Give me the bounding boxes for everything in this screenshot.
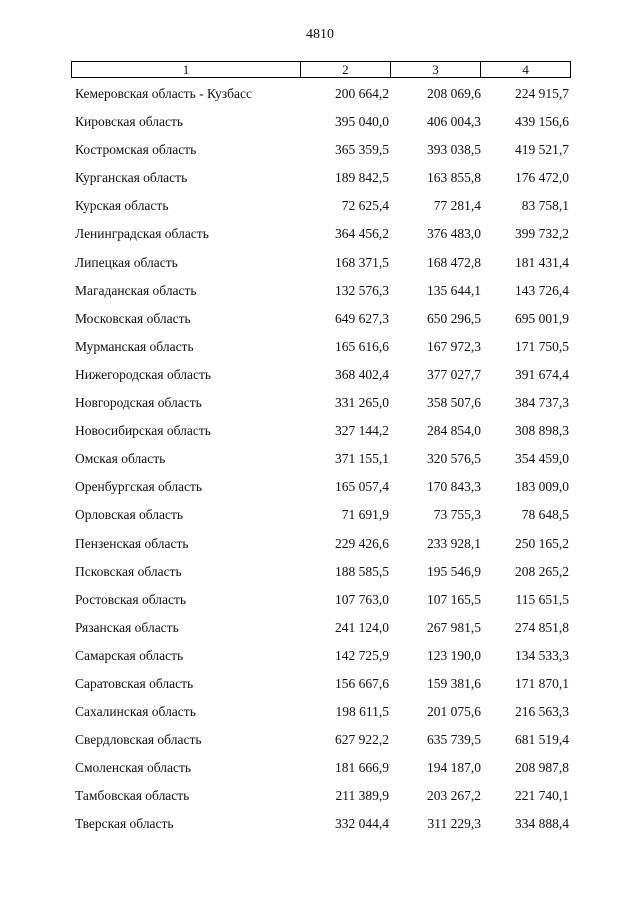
table-row (0, 589, 640, 617)
table-row (0, 561, 640, 589)
table-row (0, 420, 640, 448)
value-column-2: 71 691,9 (341, 507, 389, 523)
region-name: Тверская область (75, 816, 174, 832)
column-header-2: 2 (301, 62, 391, 77)
value-column-3: 650 296,5 (427, 310, 481, 326)
value-column-4: 250 165,2 (515, 535, 569, 551)
value-column-2: 332 044,4 (335, 816, 389, 832)
value-column-4: 78 648,5 (521, 507, 569, 523)
region-name: Магаданская область (75, 282, 197, 298)
value-column-4: 115 651,5 (515, 591, 569, 607)
value-column-4: 224 915,7 (515, 86, 569, 101)
region-name: Псковская область (75, 563, 182, 579)
table-row (0, 476, 640, 504)
value-column-2: 327 144,2 (335, 423, 389, 439)
value-column-4: 384 737,3 (515, 395, 569, 411)
column-header-4: 4 (522, 62, 529, 77)
value-column-4: 681 519,4 (515, 732, 569, 748)
value-column-2: 181 666,9 (335, 760, 389, 776)
value-column-4: 419 521,7 (515, 142, 569, 158)
value-column-3: 203 267,2 (427, 788, 481, 804)
column-header-3: 3 (391, 62, 482, 77)
table-row (0, 533, 640, 561)
value-column-3: 73 755,3 (433, 507, 481, 523)
value-column-2: 142 725,9 (335, 647, 389, 663)
value-column-3: 233 928,1 (427, 535, 481, 551)
value-column-4: 208 987,8 (515, 760, 569, 776)
value-column-2: 395 040,0 (335, 114, 389, 130)
region-name: Саратовская область (75, 675, 194, 691)
value-column-3: 163 855,8 (427, 170, 481, 186)
value-column-4: 183 009,0 (515, 479, 569, 495)
value-column-4: 143 726,4 (515, 282, 569, 298)
region-name: Мурманская область (75, 338, 194, 354)
region-name: Ростовская область (75, 591, 186, 607)
value-column-2: 107 763,0 (335, 591, 389, 607)
region-name: Рязанская область (75, 619, 179, 635)
value-column-4: 171 750,5 (515, 338, 569, 354)
region-name: Свердловская область (75, 732, 202, 748)
page-number: 4810 (306, 27, 334, 42)
value-column-2: 365 359,5 (335, 142, 389, 158)
value-column-3: 159 381,6 (427, 675, 481, 691)
value-column-3: 358 507,6 (427, 395, 481, 411)
value-column-4: 171 870,1 (515, 675, 569, 691)
value-column-4: 181 431,4 (515, 254, 569, 270)
region-name: Пензенская область (75, 535, 189, 551)
table-body (0, 83, 640, 842)
region-name: Оренбургская область (75, 479, 203, 495)
table-row (0, 785, 640, 813)
value-column-3: 77 281,4 (433, 198, 481, 214)
table-row (0, 701, 640, 729)
value-column-3: 107 165,5 (427, 591, 481, 607)
region-name: Ленинградская область (75, 226, 209, 242)
value-column-3: 393 038,5 (427, 142, 481, 158)
value-column-4: 274 851,8 (515, 619, 569, 635)
value-column-2: 165 057,4 (335, 479, 389, 495)
region-name: Московская область (75, 310, 191, 326)
value-column-2: 156 667,6 (335, 675, 389, 691)
value-column-3: 311 229,3 (427, 816, 481, 832)
value-column-2: 368 402,4 (335, 366, 389, 382)
value-column-4: 176 472,0 (515, 170, 569, 186)
value-column-3: 406 004,3 (427, 114, 481, 130)
table-row (0, 111, 640, 139)
value-column-2: 229 426,6 (335, 535, 389, 551)
table-row (0, 392, 640, 420)
value-column-3: 170 843,3 (427, 479, 481, 495)
region-name: Курганская область (75, 170, 188, 186)
value-column-3: 284 854,0 (427, 423, 481, 439)
region-name: Сахалинская область (75, 704, 196, 720)
value-column-4: 354 459,0 (515, 451, 569, 467)
value-column-3: 194 187,0 (427, 760, 481, 776)
region-name: Кировская область (75, 114, 184, 130)
value-column-4: 695 001,9 (515, 310, 569, 326)
value-column-2: 241 124,0 (335, 619, 389, 635)
region-name: Кемеровская область - Кузбасс (75, 86, 252, 101)
value-column-4: 439 156,6 (515, 114, 569, 130)
table-row (0, 83, 640, 111)
value-column-2: 649 627,3 (335, 310, 389, 326)
value-column-2: 132 576,3 (335, 282, 389, 298)
table-row (0, 673, 640, 701)
region-name: Курская область (75, 198, 169, 214)
table-row (0, 757, 640, 785)
value-column-2: 200 664,2 (335, 86, 389, 101)
value-column-2: 371 155,1 (335, 451, 389, 467)
value-column-4: 399 732,2 (515, 226, 569, 242)
table-row (0, 195, 640, 223)
value-column-4: 134 533,3 (515, 647, 569, 663)
region-name: Нижегородская область (75, 366, 212, 382)
table-row (0, 813, 640, 841)
region-name: Тамбовская область (75, 788, 190, 804)
value-column-2: 168 371,5 (335, 254, 389, 270)
region-name: Липецкая область (75, 254, 178, 270)
region-name: Омская область (75, 451, 166, 467)
value-column-3: 267 981,5 (427, 619, 481, 635)
table-row (0, 729, 640, 757)
region-name: Костромская область (75, 142, 197, 158)
value-column-4: 221 740,1 (515, 788, 569, 804)
value-column-2: 165 616,6 (335, 338, 389, 354)
value-column-3: 135 644,1 (427, 282, 481, 298)
table-row (0, 364, 640, 392)
value-column-3: 635 739,5 (427, 732, 481, 748)
value-column-2: 188 585,5 (335, 563, 389, 579)
value-column-2: 72 625,4 (341, 198, 389, 214)
value-column-2: 211 389,9 (335, 788, 389, 804)
table-row (0, 617, 640, 645)
table-row (0, 280, 640, 308)
region-name: Самарская область (75, 647, 184, 663)
value-column-3: 320 576,5 (427, 451, 481, 467)
table-row (0, 223, 640, 251)
value-column-3: 167 972,3 (427, 338, 481, 354)
value-column-3: 377 027,7 (427, 366, 481, 382)
value-column-3: 195 546,9 (427, 563, 481, 579)
table-row (0, 336, 640, 364)
value-column-4: 308 898,3 (515, 423, 569, 439)
value-column-3: 376 483,0 (427, 226, 481, 242)
table-row (0, 448, 640, 476)
table-row (0, 645, 640, 673)
value-column-2: 627 922,2 (335, 732, 389, 748)
value-column-4: 216 563,3 (515, 704, 569, 720)
value-column-4: 391 674,4 (515, 366, 569, 382)
value-column-2: 364 456,2 (335, 226, 389, 242)
table-row (0, 139, 640, 167)
value-column-3: 201 075,6 (427, 704, 481, 720)
region-name: Новосибирская область (75, 423, 211, 439)
region-name: Орловская область (75, 507, 184, 523)
value-column-4: 334 888,4 (515, 816, 569, 832)
value-column-3: 168 472,8 (427, 254, 481, 270)
table-row (0, 308, 640, 336)
table-row (0, 167, 640, 195)
value-column-3: 208 069,6 (427, 86, 481, 101)
region-name: Новгородская область (75, 395, 202, 411)
value-column-3: 123 190,0 (427, 647, 481, 663)
value-column-4: 83 758,1 (521, 198, 569, 214)
value-column-2: 198 611,5 (335, 704, 389, 720)
value-column-2: 189 842,5 (335, 170, 389, 186)
column-header-1: 1 (72, 62, 301, 77)
table-row (0, 504, 640, 532)
value-column-4: 208 265,2 (515, 563, 569, 579)
value-column-2: 331 265,0 (335, 395, 389, 411)
region-name: Смоленская область (75, 760, 192, 776)
table-row (0, 252, 640, 280)
column-number-header (71, 61, 571, 78)
